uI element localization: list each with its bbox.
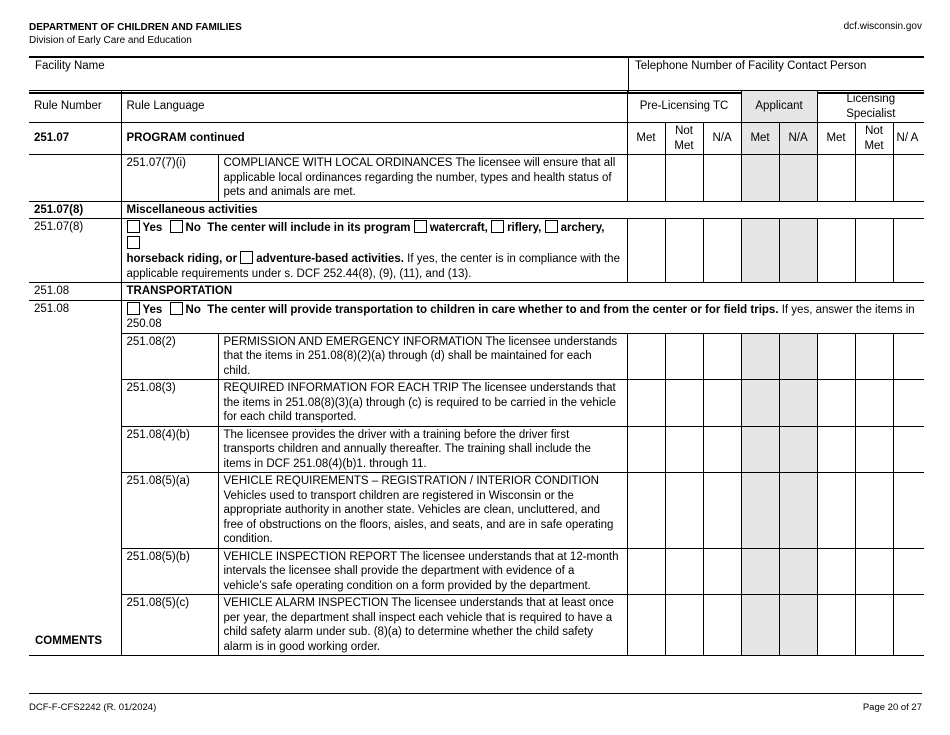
met-cell[interactable] bbox=[817, 380, 855, 427]
met-cell[interactable] bbox=[741, 426, 779, 473]
not-met-cell[interactable] bbox=[665, 473, 703, 549]
not-met-cell[interactable] bbox=[855, 595, 893, 656]
rule-row bbox=[29, 380, 924, 427]
not-met-cell[interactable] bbox=[665, 380, 703, 427]
sub-rule-number: 251.08(5)(b) bbox=[121, 548, 218, 595]
na-cell[interactable] bbox=[893, 426, 924, 473]
horseback-checkbox[interactable] bbox=[127, 236, 140, 249]
rule-row bbox=[29, 219, 924, 283]
col-rule-number: Rule Number bbox=[29, 91, 121, 123]
yes-checkbox[interactable] bbox=[127, 220, 140, 233]
met-header: Met bbox=[817, 123, 855, 155]
na-cell[interactable] bbox=[779, 380, 817, 427]
archery-checkbox[interactable] bbox=[545, 220, 558, 233]
na-cell[interactable] bbox=[703, 426, 741, 473]
not-met-header: Not Met bbox=[855, 123, 893, 155]
column-header-row bbox=[29, 91, 924, 123]
yes-checkbox[interactable] bbox=[127, 302, 140, 315]
department-name: DEPARTMENT OF CHILDREN AND FAMILIES bbox=[29, 22, 242, 33]
met-cell[interactable] bbox=[627, 333, 665, 380]
section-title: TRANSPORTATION bbox=[121, 283, 924, 301]
adventure-label: adventure-based activities. bbox=[256, 253, 404, 265]
na-cell[interactable] bbox=[703, 548, 741, 595]
rule-text: REQUIRED INFORMATION FOR EACH TRIP The licensee understands that the items in 251.08(8)(3)(a) through (c) is required to be carried in the vehicle for each child transported. bbox=[218, 380, 627, 427]
rule-row bbox=[29, 426, 924, 473]
na-cell[interactable] bbox=[703, 219, 741, 283]
section-row bbox=[29, 123, 924, 155]
sub-rule-number: 251.08(5)(c) bbox=[121, 595, 218, 656]
checklist-table bbox=[29, 90, 924, 656]
met-cell[interactable] bbox=[627, 219, 665, 283]
rule-text: VEHICLE REQUIREMENTS – REGISTRATION / INTERIOR CONDITION Vehicles used to transport children are registered in Wisconsin or the appropriate authority in another state. Vehicles are clean, uncluttered, and free of obstructions on the floors, aisles, and seats, and are in safe operating condition. bbox=[218, 473, 627, 549]
met-cell[interactable] bbox=[817, 473, 855, 549]
not-met-cell[interactable] bbox=[855, 219, 893, 283]
rule-text bbox=[121, 219, 627, 283]
rule-row bbox=[29, 155, 924, 202]
met-header: Met bbox=[741, 123, 779, 155]
facility-table bbox=[29, 56, 924, 94]
met-cell[interactable] bbox=[627, 380, 665, 427]
col-applicant: Applicant bbox=[741, 91, 817, 123]
met-cell[interactable] bbox=[741, 473, 779, 549]
rule-text: VEHICLE INSPECTION REPORT The licensee understands that at 12-month intervals the licensee shall provide the department with evidence of a vehicle’s safe operating condition on a form provided by the department. bbox=[218, 548, 627, 595]
rule-row bbox=[29, 548, 924, 595]
met-cell[interactable] bbox=[741, 595, 779, 656]
na-header: N/A bbox=[703, 123, 741, 155]
na-cell[interactable] bbox=[779, 548, 817, 595]
division-name: Division of Early Care and Education bbox=[29, 35, 192, 46]
rule-row bbox=[29, 300, 924, 333]
rule-row bbox=[29, 473, 924, 549]
section-row bbox=[29, 283, 924, 301]
rule-number: 251.08 bbox=[29, 300, 121, 333]
not-met-cell[interactable] bbox=[665, 219, 703, 283]
sub-rule-number: 251.08(5)(a) bbox=[121, 473, 218, 549]
met-cell[interactable] bbox=[627, 473, 665, 549]
na-cell[interactable] bbox=[779, 333, 817, 380]
rule-text: PERMISSION AND EMERGENCY INFORMATION The licensee understands that the items in 251.08(8)(2)(a) through (d) shall be maintained for each child. bbox=[218, 333, 627, 380]
not-met-cell[interactable] bbox=[855, 333, 893, 380]
na-cell[interactable] bbox=[779, 426, 817, 473]
page-number: Page 20 of 27 bbox=[862, 702, 922, 713]
na-cell[interactable] bbox=[893, 548, 924, 595]
col-licensing-specialist: Licensing Specialist bbox=[817, 91, 924, 123]
na-cell[interactable] bbox=[703, 333, 741, 380]
no-label: No bbox=[185, 303, 201, 316]
met-cell[interactable] bbox=[741, 333, 779, 380]
sub-rule-number: 251.08(2) bbox=[121, 333, 218, 380]
col-pre-licensing: Pre-Licensing TC bbox=[627, 91, 741, 123]
section-number: 251.07(8) bbox=[29, 201, 121, 219]
na-cell[interactable] bbox=[893, 380, 924, 427]
not-met-cell[interactable] bbox=[665, 333, 703, 380]
met-cell[interactable] bbox=[741, 548, 779, 595]
met-cell[interactable] bbox=[741, 219, 779, 283]
met-cell[interactable] bbox=[627, 426, 665, 473]
na-cell[interactable] bbox=[703, 380, 741, 427]
rule-lead: The center will include in its program bbox=[207, 222, 411, 234]
rule-row bbox=[29, 333, 924, 380]
na-cell[interactable] bbox=[893, 595, 924, 656]
facility-name-field[interactable] bbox=[29, 57, 629, 93]
sub-rule-number: 251.07(7)(i) bbox=[121, 155, 218, 202]
section-number: 251.08 bbox=[29, 283, 121, 301]
not-met-cell[interactable] bbox=[855, 155, 893, 202]
na-cell[interactable] bbox=[703, 473, 741, 549]
horseback-label: horseback riding, or bbox=[126, 253, 238, 265]
no-label: No bbox=[185, 222, 201, 234]
facility-phone-label: Telephone Number of Facility Contact Person bbox=[635, 60, 867, 72]
met-cell[interactable] bbox=[817, 333, 855, 380]
na-cell[interactable] bbox=[893, 473, 924, 549]
archery-label: archery, bbox=[560, 222, 605, 234]
sub-rule-number: 251.08(3) bbox=[121, 380, 218, 427]
rule-lead: The center will provide transportation to children in care whether to and from the center or for field trips. bbox=[207, 303, 779, 316]
na-cell[interactable] bbox=[703, 155, 741, 202]
facility-phone-field[interactable] bbox=[629, 57, 925, 93]
page-footer bbox=[29, 693, 922, 713]
riflery-checkbox[interactable] bbox=[491, 220, 504, 233]
watercraft-label: watercraft, bbox=[429, 222, 488, 234]
na-header: N/ A bbox=[893, 123, 924, 155]
no-checkbox[interactable] bbox=[170, 302, 183, 315]
na-cell[interactable] bbox=[893, 219, 924, 283]
rule-text: The licensee provides the driver with a training before the driver first transports children and annually thereafter. The training shall include the items in DCF 251.08(4)(b)1. through 11. bbox=[218, 426, 627, 473]
met-cell[interactable] bbox=[741, 380, 779, 427]
met-cell[interactable] bbox=[817, 155, 855, 202]
met-cell[interactable] bbox=[627, 155, 665, 202]
not-met-cell[interactable] bbox=[665, 595, 703, 656]
form-id: DCF-F-CFS2242 (R. 01/2024) bbox=[29, 702, 157, 713]
rule-text bbox=[121, 300, 924, 333]
website: dcf.wisconsin.gov bbox=[843, 21, 922, 32]
na-cell[interactable] bbox=[893, 155, 924, 202]
section-number: 251.07 bbox=[29, 123, 121, 155]
section-row bbox=[29, 201, 924, 219]
rule-number: 251.07(8) bbox=[29, 219, 121, 283]
page-header bbox=[29, 21, 242, 47]
comments-label: COMMENTS bbox=[35, 635, 103, 647]
na-cell[interactable] bbox=[779, 219, 817, 283]
not-met-cell[interactable] bbox=[855, 380, 893, 427]
not-met-cell[interactable] bbox=[665, 548, 703, 595]
na-cell[interactable] bbox=[779, 473, 817, 549]
met-cell[interactable] bbox=[817, 548, 855, 595]
sub-rule-number: 251.08(4)(b) bbox=[121, 426, 218, 473]
riflery-label: riflery, bbox=[507, 222, 542, 234]
rule-text: VEHICLE ALARM INSPECTION The licensee understands that at least once per year, the department shall inspect each vehicle that is required to have a child safety alarm under sub. (8)(a) to determine whether the child safety alarm is in good working order. bbox=[218, 595, 627, 656]
no-checkbox[interactable] bbox=[170, 220, 183, 233]
col-rule-language: Rule Language bbox=[121, 91, 627, 123]
adventure-checkbox[interactable] bbox=[240, 251, 253, 264]
rule-tail: If yes, answer the items in 250.08 bbox=[126, 303, 915, 330]
watercraft-checkbox[interactable] bbox=[414, 220, 427, 233]
not-met-cell[interactable] bbox=[855, 473, 893, 549]
rule-text: COMPLIANCE WITH LOCAL ORDINANCES The licensee will ensure that all applicable local ordinances regarding the number, types and health status of pets and animals are met. bbox=[218, 155, 627, 202]
met-cell[interactable] bbox=[817, 219, 855, 283]
met-cell[interactable] bbox=[627, 595, 665, 656]
rule-tail: If yes, the center is in compliance with the applicable requirements under s. DCF 252.44(8), (9), (11), and (13). bbox=[126, 253, 620, 280]
na-header: N/A bbox=[779, 123, 817, 155]
na-cell[interactable] bbox=[779, 595, 817, 656]
not-met-cell[interactable] bbox=[665, 155, 703, 202]
met-cell[interactable] bbox=[817, 426, 855, 473]
met-cell[interactable] bbox=[627, 548, 665, 595]
not-met-cell[interactable] bbox=[665, 426, 703, 473]
na-cell[interactable] bbox=[779, 155, 817, 202]
section-title: PROGRAM continued bbox=[121, 123, 627, 155]
not-met-cell[interactable] bbox=[855, 426, 893, 473]
met-cell[interactable] bbox=[817, 595, 855, 656]
na-cell[interactable] bbox=[893, 333, 924, 380]
facility-name-label: Facility Name bbox=[35, 60, 105, 72]
na-cell[interactable] bbox=[703, 595, 741, 656]
met-header: Met bbox=[627, 123, 665, 155]
yes-label: Yes bbox=[142, 222, 163, 234]
met-cell[interactable] bbox=[741, 155, 779, 202]
yes-label: Yes bbox=[142, 303, 163, 316]
not-met-cell[interactable] bbox=[855, 548, 893, 595]
not-met-header: Not Met bbox=[665, 123, 703, 155]
rule-row bbox=[29, 595, 924, 656]
section-title: Miscellaneous activities bbox=[121, 201, 924, 219]
